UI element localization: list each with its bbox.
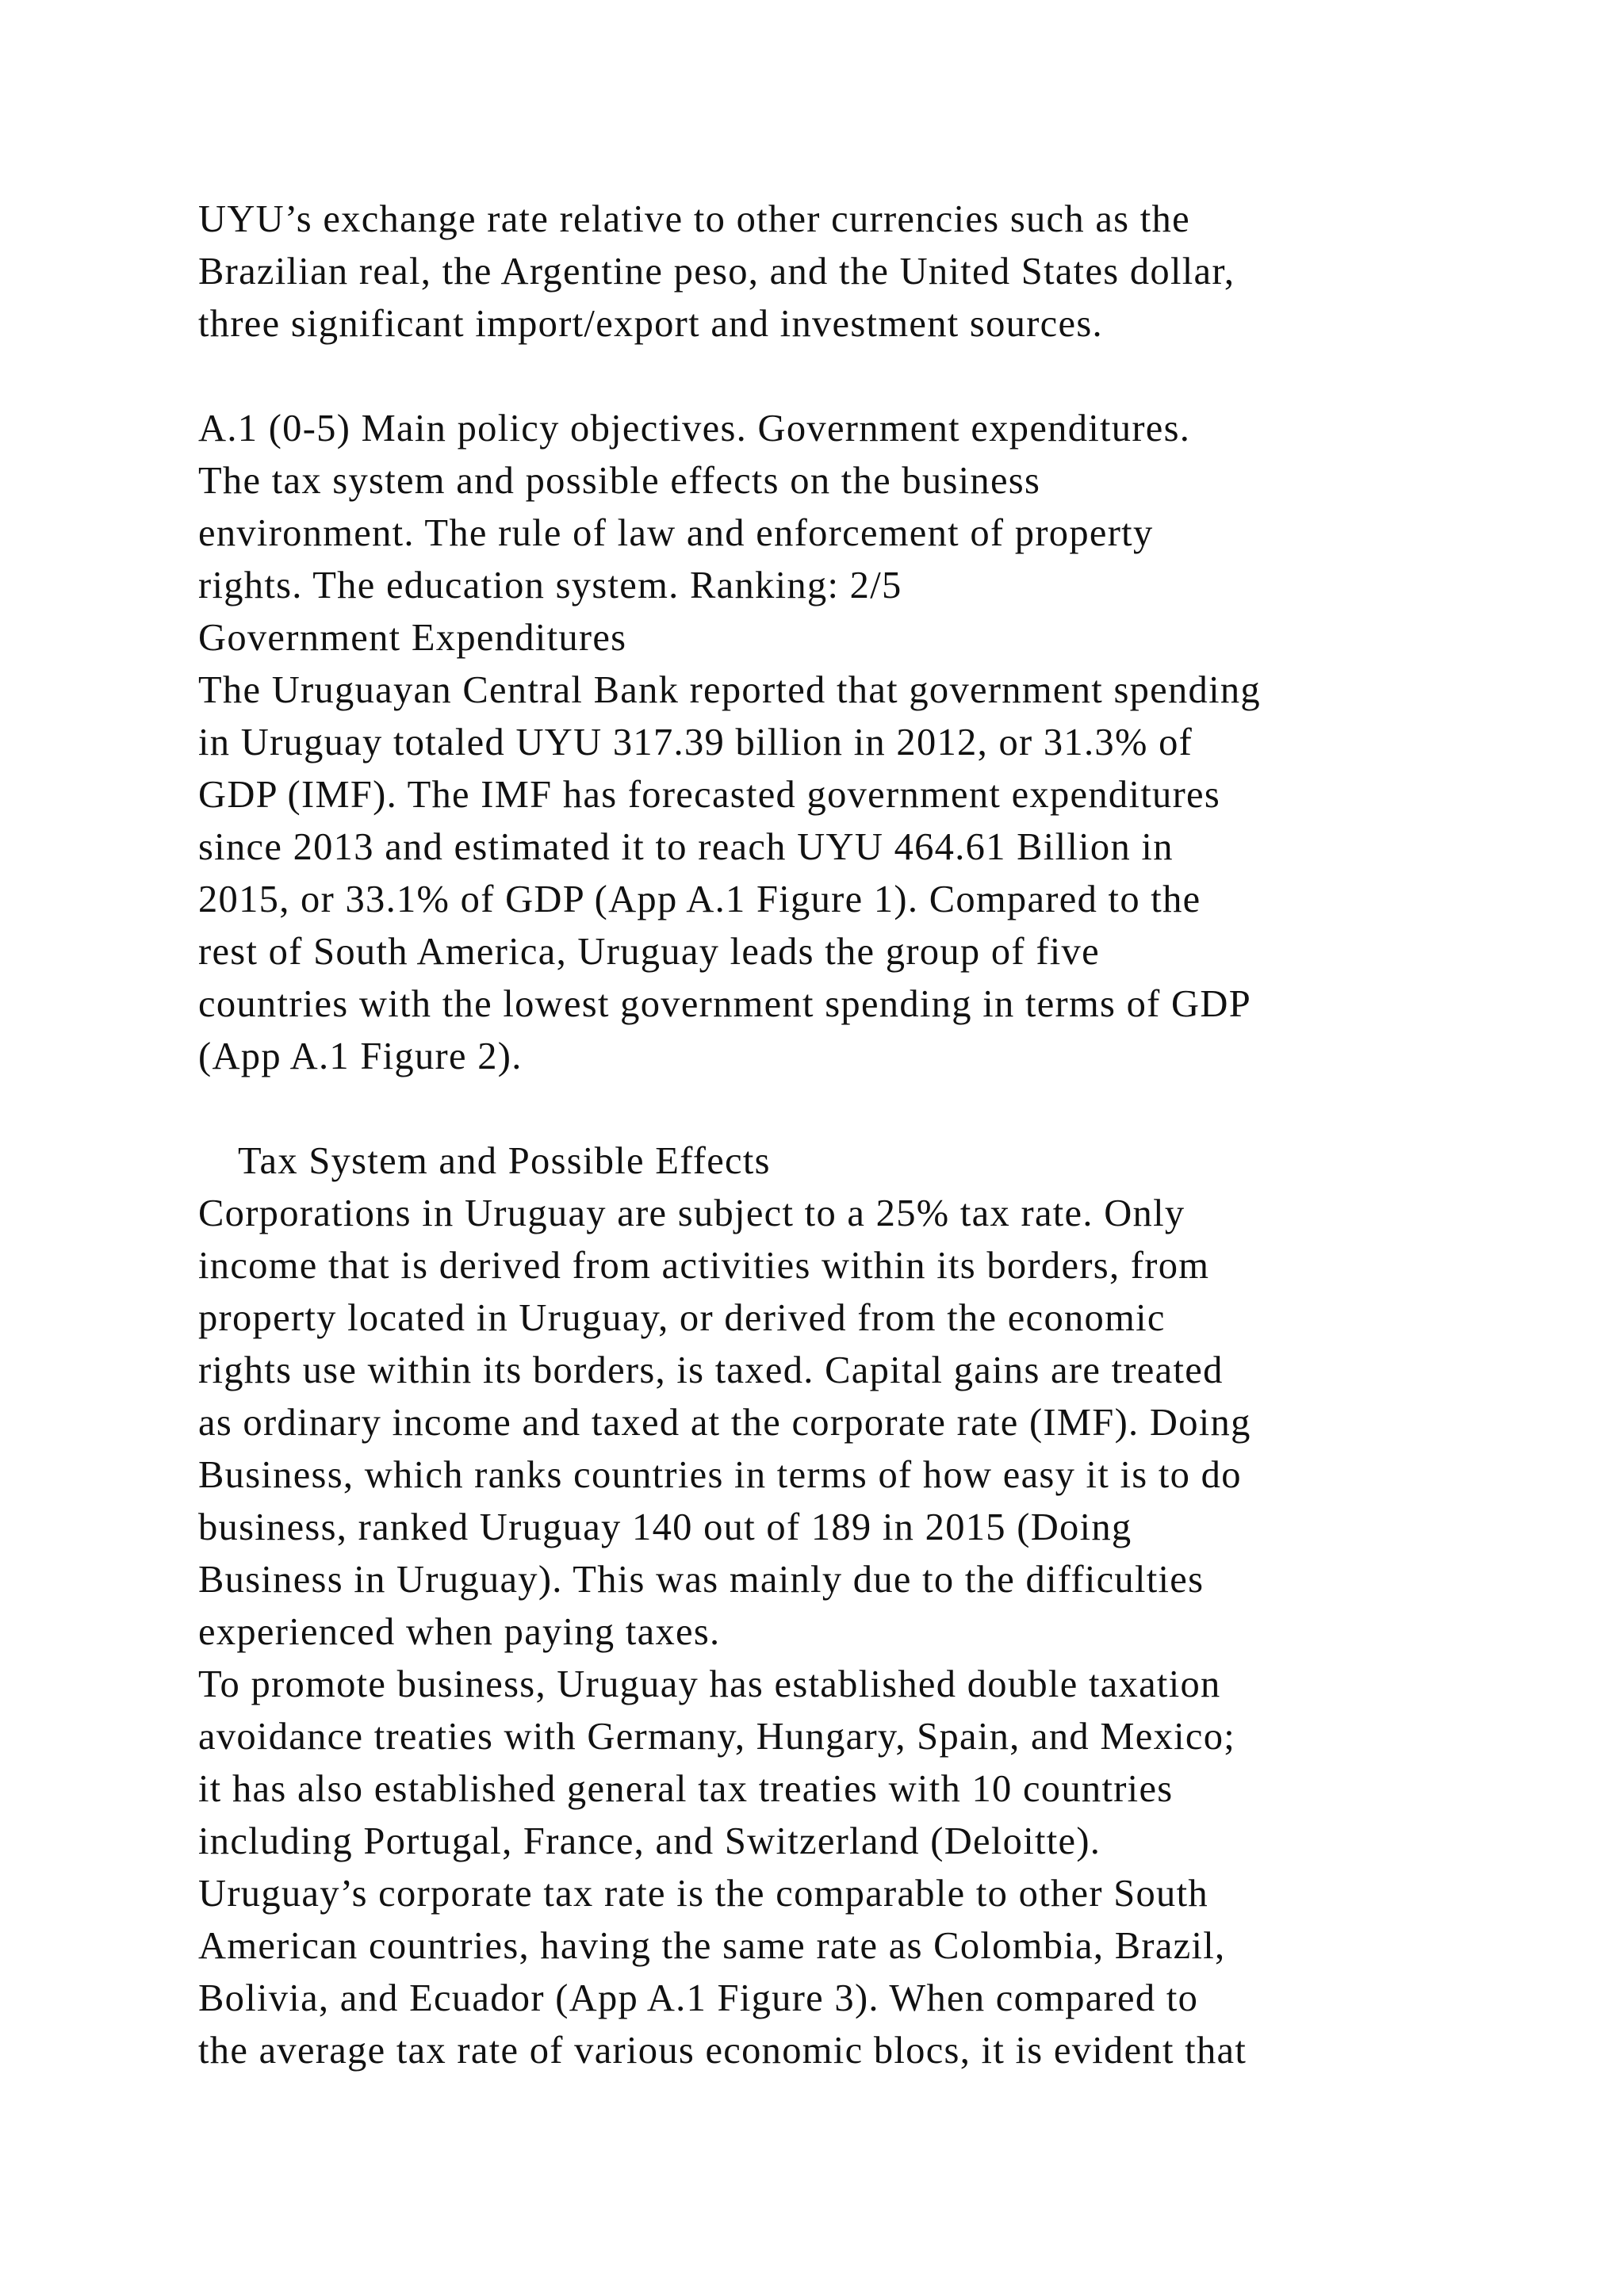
text-line: countries with the lowest government spending in terms of GDP — [198, 983, 1251, 1025]
paragraph-tax-treaties — [198, 1659, 1451, 2077]
text-line: Uruguay’s corporate tax rate is the comparable to other South — [198, 1873, 1208, 1915]
text-line: Bolivia, and Ecuador (App A.1 Figure 3). When compared to — [198, 1977, 1199, 2019]
text-line: including Portugal, France, and Switzerland (Deloitte). — [198, 1820, 1101, 1862]
text-line: A.1 (0-5) Main policy objectives. Government expenditures. — [198, 408, 1191, 450]
text-line: rest of South America, Uruguay leads the group of five — [198, 931, 1100, 973]
text-line: rights. The education system. Ranking: 2/5 — [198, 564, 902, 607]
text-line: Business, which ranks countries in terms of how easy it is to do — [198, 1454, 1242, 1496]
text-line: environment. The rule of law and enforcement of property — [198, 512, 1154, 554]
paragraph-spacer — [198, 1083, 1451, 1135]
text-line: in Uruguay totaled UYU 317.39 billion in 2012, or 31.3% of — [198, 721, 1193, 763]
text-line: Brazilian real, the Argentine peso, and the United States dollar, — [198, 251, 1235, 293]
paragraph-policy-objectives — [198, 403, 1451, 612]
text-line: as ordinary income and taxed at the corporate rate (IMF). Doing — [198, 1402, 1251, 1444]
text-line: it has also established general tax treaties with 10 countries — [198, 1768, 1174, 1810]
text-line: income that is derived from activities within its borders, from — [198, 1245, 1210, 1287]
text-line: the average tax rate of various economic blocs, it is evident that — [198, 2030, 1247, 2072]
paragraph-government-spending — [198, 664, 1451, 1083]
text-line: American countries, having the same rate as Colombia, Brazil, — [198, 1925, 1226, 1967]
text-line: The Uruguayan Central Bank reported that government spending — [198, 669, 1261, 711]
document-body — [198, 193, 1451, 2077]
text-line: Corporations in Uruguay are subject to a 25% tax rate. Only — [198, 1192, 1185, 1234]
text-line: 2015, or 33.1% of GDP (App A.1 Figure 1). Compared to the — [198, 878, 1201, 920]
text-line: avoidance treaties with Germany, Hungary, Spain, and Mexico; — [198, 1716, 1236, 1758]
text-line: (App A.1 Figure 2). — [198, 1035, 523, 1077]
text-line: To promote business, Uruguay has established double taxation — [198, 1663, 1221, 1705]
heading-tax-system: Tax System and Possible Effects — [238, 1140, 771, 1182]
text-line: UYU’s exchange rate relative to other currencies such as the — [198, 198, 1190, 240]
paragraph-exchange-rate — [198, 193, 1451, 350]
paragraph-spacer — [198, 350, 1451, 403]
text-line: property located in Uruguay, or derived from the economic — [198, 1297, 1166, 1339]
text-line: Business in Uruguay). This was mainly due to the difficulties — [198, 1559, 1205, 1601]
text-line: since 2013 and estimated it to reach UYU 464.61 Billion in — [198, 826, 1174, 868]
heading-government-expenditures: Government Expenditures — [198, 617, 627, 659]
paragraph-corporate-tax — [198, 1188, 1451, 1659]
text-line: The tax system and possible effects on the business — [198, 460, 1041, 502]
text-line: GDP (IMF). The IMF has forecasted government expenditures — [198, 774, 1221, 816]
text-line: rights use within its borders, is taxed. Capital gains are treated — [198, 1349, 1224, 1391]
text-line: business, ranked Uruguay 140 out of 189 in 2015 (Doing — [198, 1506, 1132, 1548]
text-line: experienced when paying taxes. — [198, 1611, 721, 1653]
text-line: three significant import/export and investment sources. — [198, 303, 1103, 345]
